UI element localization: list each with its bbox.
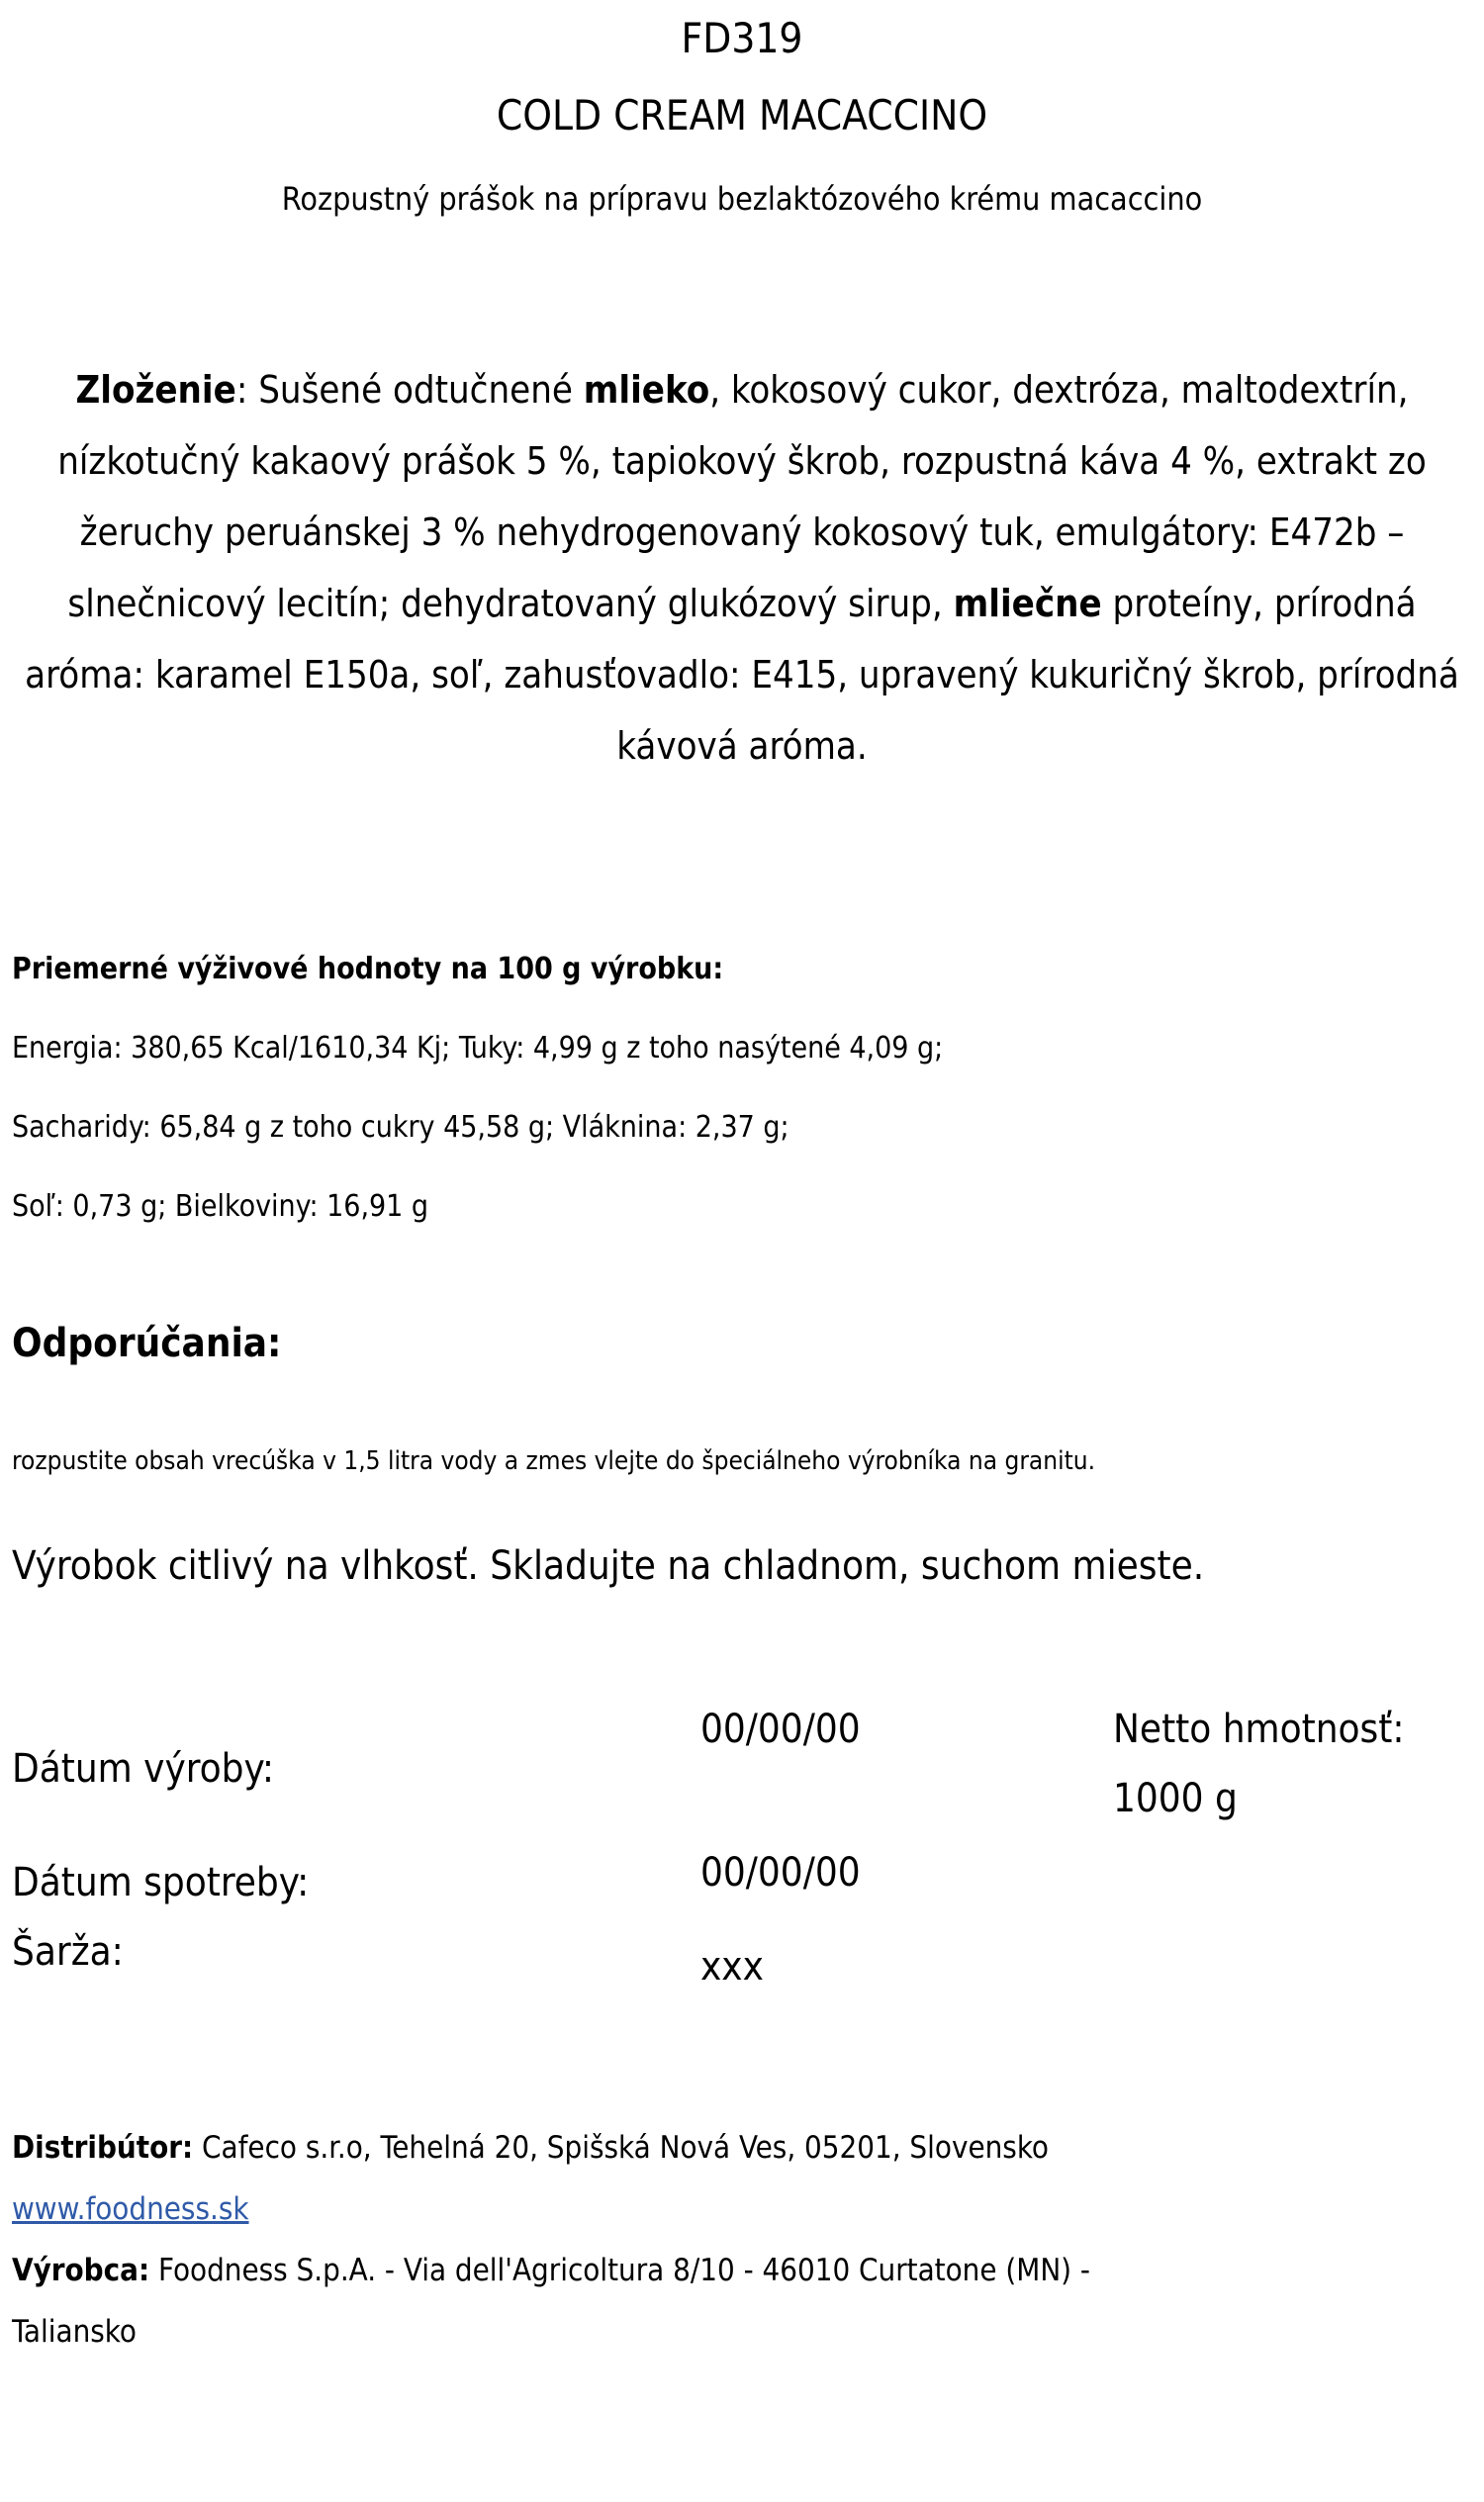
ingredients-paragraph bbox=[10, 354, 1474, 782]
distributor-line bbox=[12, 2117, 1100, 2178]
expiry-date-label: Dátum spotreby: bbox=[12, 1860, 310, 1905]
nutrition-title: Priemerné výživové hodnoty na 100 g výrobku: bbox=[12, 952, 724, 986]
ingredients-allergen-milk: mlieko bbox=[583, 368, 710, 412]
producer-line bbox=[12, 2240, 1100, 2363]
production-date-value: 00/00/00 bbox=[700, 1707, 861, 1752]
net-weight-value: 1000 g bbox=[1113, 1776, 1238, 1821]
recommendations-title: Odporúčania: bbox=[12, 1321, 282, 1366]
ingredients-label: Zloženie bbox=[75, 368, 236, 412]
nutrition-section bbox=[12, 930, 1456, 1247]
storage-note: Výrobok citlivý na vlhkosť. Skladujte na chladnom, suchom mieste. bbox=[12, 1543, 1205, 1589]
net-weight-label: Netto hmotnosť: bbox=[1113, 1707, 1405, 1752]
distributor-text: Cafeco s.r.o, Tehelná 20, Spišská Nová Ves, 05201, Slovensko bbox=[193, 2130, 1049, 2166]
batch-value: xxx bbox=[700, 1944, 764, 1990]
nutrition-line-energy: Energia: 380,65 Kcal/1610,34 Kj; Tuky: 4,99 g z toho nasýtené 4,09 g; bbox=[12, 1031, 944, 1066]
production-date-label: Dátum výroby: bbox=[12, 1746, 275, 1792]
ingredients-text-3: proteíny, prírodná aróma: karamel E150a, soľ, zahusťovadlo: E415, upravený kukuričný škrob, prírodná kávová aróma. bbox=[25, 582, 1459, 768]
batch-label: Šarža: bbox=[12, 1929, 124, 1975]
distributor-label: Distribútor: bbox=[12, 2130, 194, 2166]
recommendations-text: rozpustite obsah vrecúška v 1,5 litra vody a zmes vlejte do špeciálneho výrobníka na granitu. bbox=[12, 1446, 1096, 1476]
footer-info bbox=[12, 2117, 1100, 2363]
ingredients-text-2: , kokosový cukor, dextróza, maltodextrín, nízkotučný kakaový prášok 5 %, tapiokový škrob, rozpustná káva 4 %, extrakt zo žeruchy peruánskej 3 % nehydrogenovaný kokosový tuk, emulgátory: E472b – slnečnicový lecitín; dehydratovaný glukózový sirup, bbox=[57, 368, 1427, 625]
ingredients-text-1: : Sušené odtučnené bbox=[235, 368, 584, 412]
website-line bbox=[12, 2178, 1100, 2240]
nutrition-line-salt: Soľ: 0,73 g; Bielkoviny: 16,91 g bbox=[12, 1189, 429, 1224]
expiry-date-value: 00/00/00 bbox=[700, 1850, 861, 1896]
product-subtitle: Rozpustný prášok na prípravu bezlaktózového krému macaccino bbox=[281, 180, 1203, 218]
producer-label: Výrobca: bbox=[12, 2253, 150, 2288]
product-code: FD319 bbox=[681, 14, 803, 62]
ingredients-allergen-milk-proteins: mliečne bbox=[953, 582, 1102, 625]
website-link[interactable]: www.foodness.sk bbox=[12, 2191, 249, 2227]
product-name: COLD CREAM MACACCINO bbox=[496, 91, 988, 139]
producer-text: Foodness S.p.A. - Via dell'Agricoltura 8/10 - 46010 Curtatone (MN) - Taliansko bbox=[12, 2253, 1090, 2350]
nutrition-line-carbs: Sacharidy: 65,84 g z toho cukry 45,58 g; Vláknina: 2,37 g; bbox=[12, 1110, 789, 1145]
